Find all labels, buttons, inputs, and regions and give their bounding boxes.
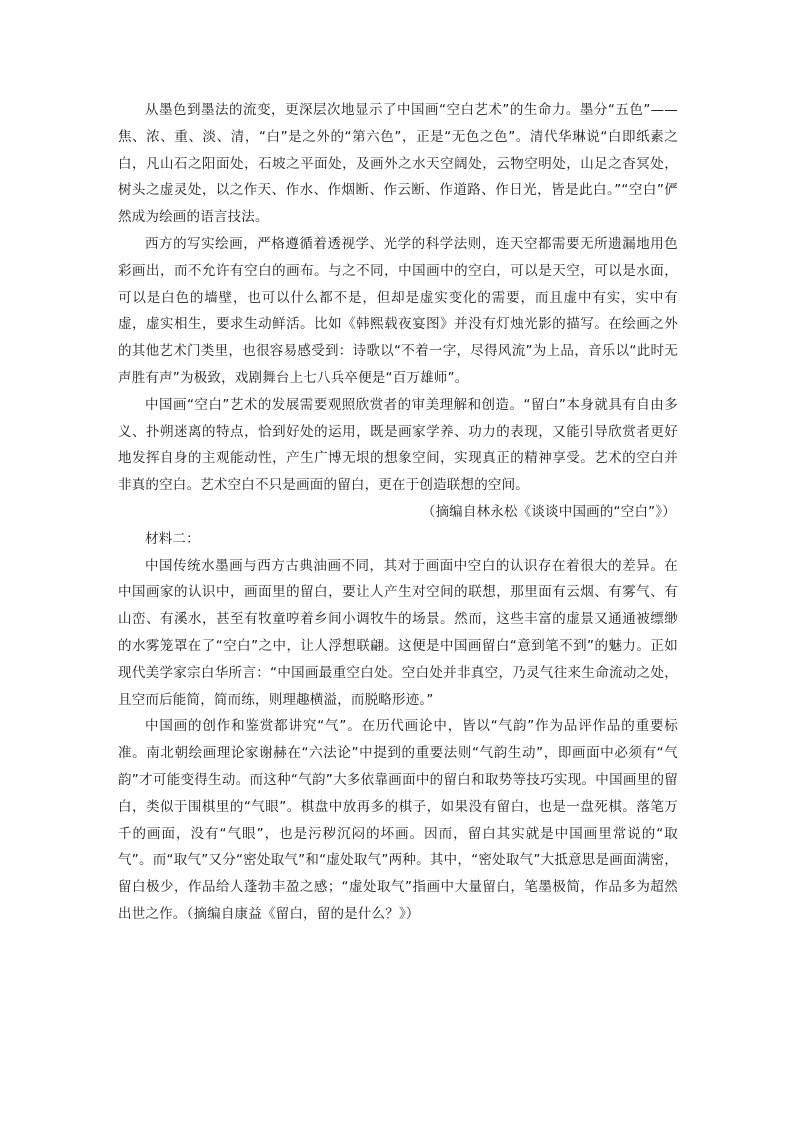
material-one-source: （摘编自林永松《谈谈中国画的“空白”》） [421, 503, 676, 520]
document-body [118, 97, 678, 928]
material-two-paragraph-2: 中国画的创作和鉴赏都讲究“气”。在历代画论中，皆以“气韵”作为品评作品的重要标准。南北朝绘画理论家谢赫在“六法论”中提到的重要法则“气韵生动”，即画面中必须有“气韵”才可能变得生动。而这种“气韵”大多依靠画面中的留白和取势等技巧实现。中国画里的留白，类似于围棋里的“气眼”。棋盘中放再多的棋子，如果没有留白，也是一盘死棋。落笔万千的画面，没有“气眼”，也是污秽沉闷的坏画。因而，留白其实就是中国画里常说的“取气”。而“取气”又分“密处取气”和“虚处取气”两种。其中，“密处取气”大抵意思是画面满密，留白极少，作品给人蓬勃丰盈之感；“虚处取气”指画中大量留白，笔墨极简，作品多为超然出世之作。（摘编自康益《留白，留的是什么？》） [118, 718, 678, 922]
material-two-paragraph-1: 中国传统水墨画与西方古典油画不同，其对于画面中空白的认识存在着很大的差异。在中国画家的认识中，画面里的留白，要让人产生对空间的联想，那里面有云烟、有雾气、有山峦、有溪水，甚至有牧童哼着乡间小调牧牛的场景。然而，这些丰富的虚景又通通被缥缈的水雾笼罩在了“空白”之中，让人浮想联翩。这便是中国画留白“意到笔不到”的魅力。正如现代美学家宗白华所言：“中国画最重空白处。空白处并非真空，乃灵气往来生命流动之处，且空而后能简，简而练，则理趣横溢，而脱略形迹。” [118, 557, 678, 708]
material-two-label: 材料二： [145, 530, 200, 547]
material-one-paragraph-2: 西方的写实绘画，严格遵循着透视学、光学的科学法则，连天空都需要无所遗漏地用色彩画出，而不允许有空白的画布。与之不同，中国画中的空白，可以是天空，可以是水面，可以是白色的墙壁，也可以什么都不是，但却是虚实变化的需要，而且虚中有实，实中有虚，虚实相生，要求生动鲜活。比如《韩熙载夜宴图》并没有灯烛光影的描写。在绘画之外的其他艺术门类里，也很容易感受到：诗歌以“不着一字，尽得风流”为上品，音乐以“此时无声胜有声”为极致，戏剧舞台上七八兵卒便是“百万雄师”。 [118, 235, 678, 386]
material-one-paragraph-3: 中国画“空白”艺术的发展需要观照欣赏者的审美理解和创造。“留白”本身就具有自由多义、扑朔迷离的特点，恰到好处的运用，既是画家学养、功力的表现，又能引导欣赏者更好地发挥自身的主观能动性，产生广博无垠的想象空间，实现真正的精神享受。艺术的空白并非真的空白。艺术空白不只是画面的留白，更在于创造联想的空间。 [118, 396, 678, 494]
material-one-paragraph-1: 从墨色到墨法的流变，更深层次地显示了中国画“空白艺术”的生命力。墨分“五色”——焦、浓、重、淡、清，“白”是之外的“第六色”，正是“无色之色”。清代华琳说“白即纸素之白，凡山石之阳面处，石坡之平面处，及画外之水天空阔处，云物空明处，山足之杳冥处，树头之虚灵处，以之作天、作水、作烟断、作云断、作道路、作日光，皆是此白。”“空白”俨然成为绘画的语言技法。 [118, 102, 678, 226]
